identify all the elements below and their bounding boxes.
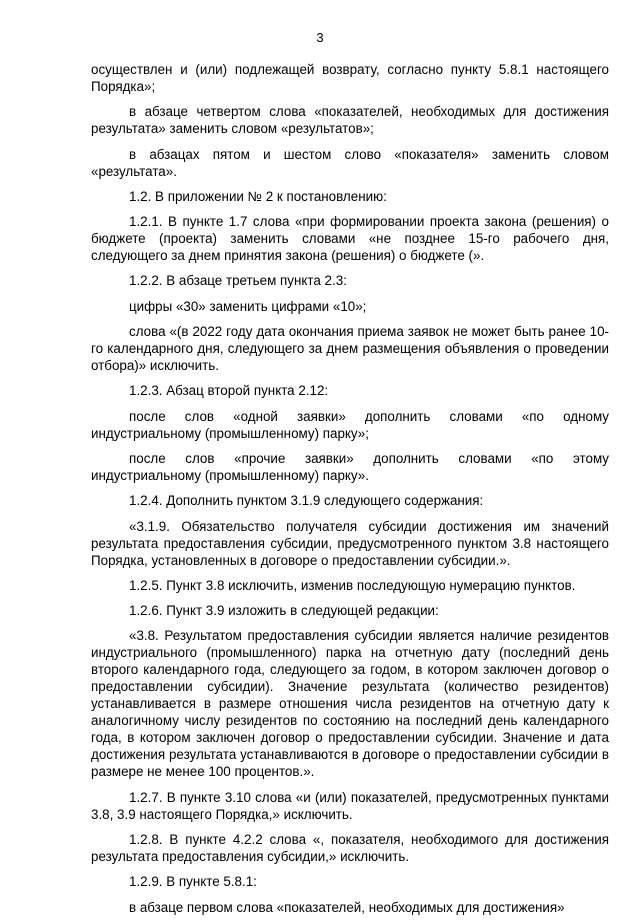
paragraph: 1.2.8. В пункте 4.2.2 слова «, показателя, необходимого для достижения результата предоставления субсидии,» исключить. (91, 832, 609, 865)
paragraph: 1.2.4. Дополнить пунктом 3.1.9 следующего содержания: (129, 493, 484, 509)
paragraph: «3.1.9. Обязательство получателя субсидии достижения им значений результата предоставления субсидии, предусмотренного пунктом 3.8 настоящего Порядка, установленных в договоре о предоставлении субсидии.». (91, 518, 609, 568)
paragraph: 1.2.6. Пункт 3.9 изложить в следующей редакции: (129, 603, 439, 619)
page-number: 3 (316, 30, 324, 45)
paragraph: осуществлен и (или) подлежащей возврату, согласно пункту 5.8.1 настоящего Порядка»; (91, 62, 609, 94)
paragraph: 1.2. В приложении № 2 к постановлению: (129, 188, 387, 204)
paragraph: «3.8. Результатом предоставления субсидии является наличие резидентов индустриального (промышленного) парка на отчетную дату (последний день второго календарного года, следующего за годом, в котором заключен договор о предоставлении субсидии). Значение результата (количество резидентов) устанавливается в размере отношения числа резидентов на отчетную дату к аналогичному числу резидентов по состоянию на последний день календарного года, в котором заключен договор о предоставлении субсидии. Значение и дата достижения результата устанавливаются в договоре о предоставлении субсидии в размере не менее 100 процентов.». (91, 628, 609, 780)
paragraph: в абзаце четвертом слова «показателей, необходимых для достижения результата» заменить словом «результатов»; (91, 104, 609, 137)
paragraph: 1.2.1. В пункте 1.7 слова «при формировании проекта закона (решения) о бюджете (проекта) заменить словами «не позднее 15-го рабочего дня, следующего за днем принятия закона (решения) о бюджете (». (91, 214, 609, 264)
paragraph: после слов «прочие заявки» дополнить словами «по этому индустриальному (промышленному) парку». (91, 450, 609, 483)
paragraph: в абзацах пятом и шестом слово «показателя» заменить словом «результата». (91, 146, 609, 179)
paragraph: цифры «30» заменить цифрами «10»; (129, 298, 367, 314)
paragraph: 1.2.2. В абзаце третьем пункта 2.3: (129, 273, 347, 289)
document-body (91, 61, 609, 924)
paragraph: в абзаце первом слова «показателей, необходимых для достижения» (129, 899, 565, 915)
paragraph: 1.2.7. В пункте 3.10 слова «и (или) показателей, предусмотренных пунктами 3.8, 3.9 настоящего Порядка,» исключить. (91, 789, 609, 822)
paragraph: слова «(в 2022 году дата окончания приема заявок не может быть ранее 10-го календарного дня, следующего за днем размещения объявления о проведении отбора)» исключить. (91, 324, 609, 374)
paragraph: после слов «одной заявки» дополнить словами «по одному индустриальному (промышленному) парку»; (91, 408, 609, 441)
paragraph: 1.2.5. Пункт 3.8 исключить, изменив последующую нумерацию пунктов. (129, 577, 576, 593)
paragraph: 1.2.3. Абзац второй пункта 2.12: (129, 383, 329, 399)
paragraph: 1.2.9. В пункте 5.8.1: (129, 874, 257, 890)
